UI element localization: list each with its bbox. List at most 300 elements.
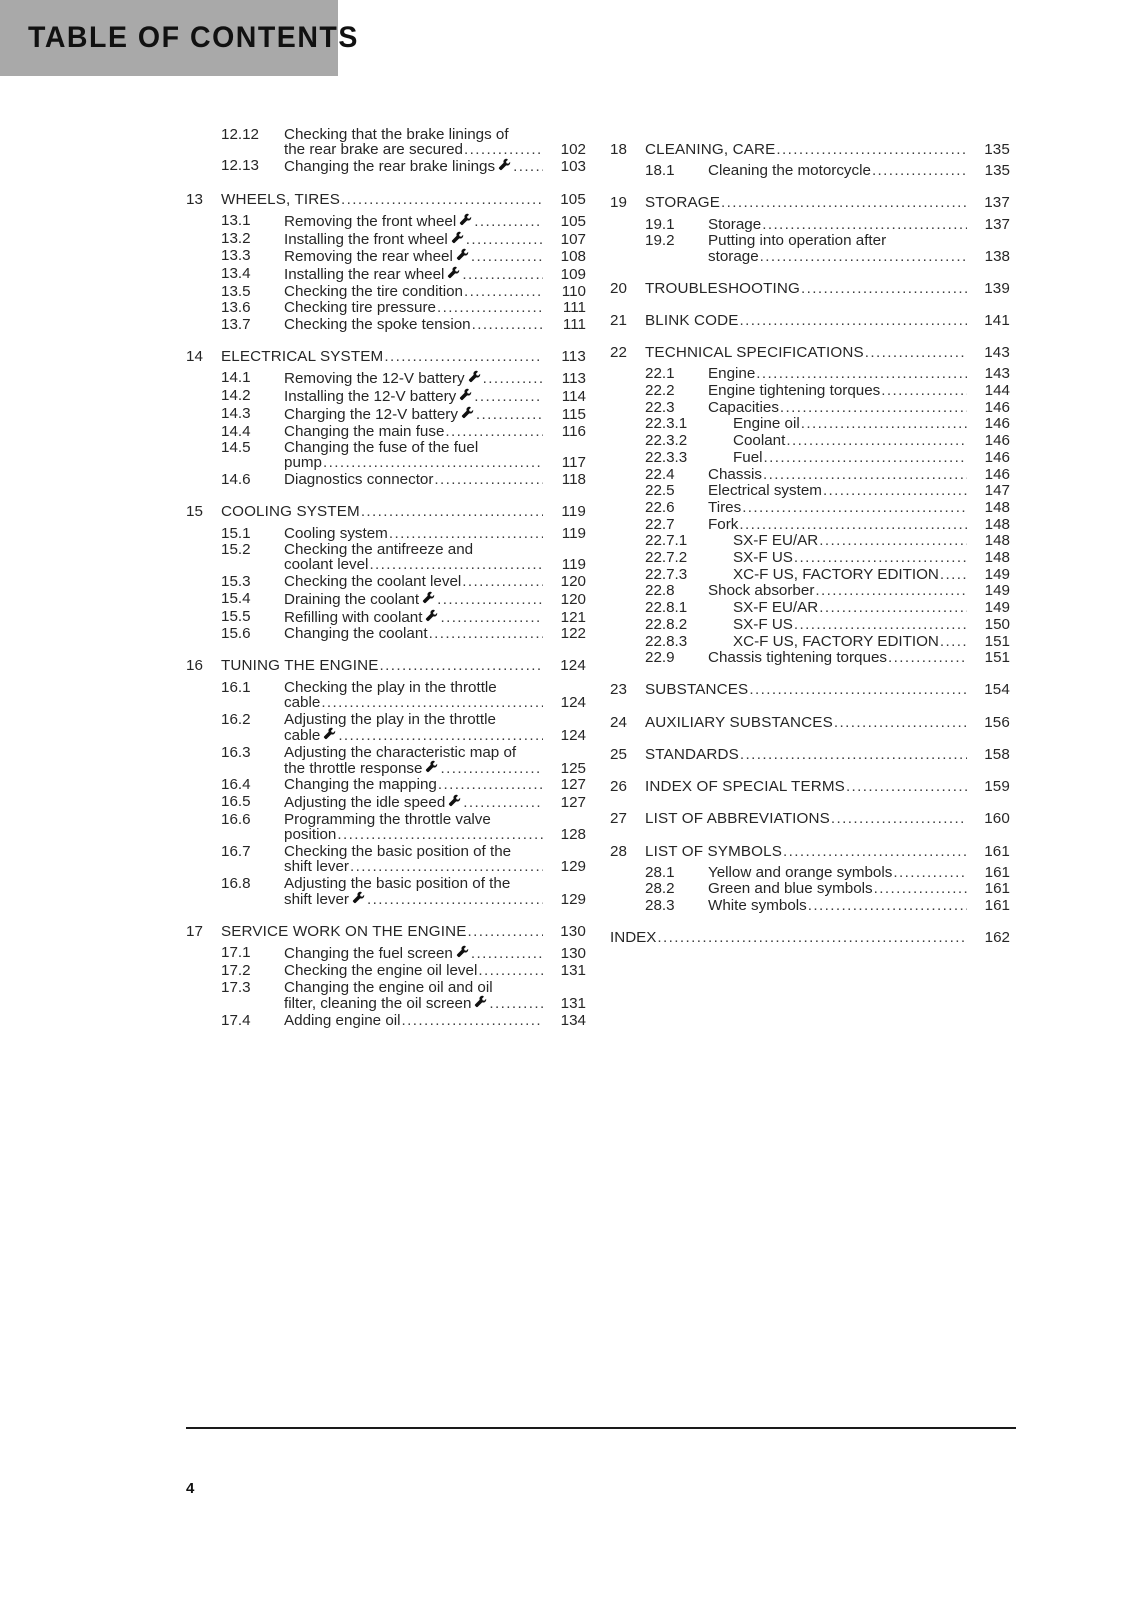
toc-entry-number: 16.5 <box>221 793 251 811</box>
toc-entry-body <box>221 658 586 673</box>
toc-entry-title-text: shift lever <box>284 890 349 908</box>
toc-entry-title-line <box>708 233 1010 248</box>
toc-entry[interactable] <box>610 142 1010 157</box>
toc-entry-title-text: LIST OF ABBREVIATIONS <box>645 810 830 828</box>
toc-entry[interactable] <box>186 440 586 470</box>
toc-leader-dots <box>764 450 967 465</box>
toc-entry[interactable] <box>186 712 586 743</box>
toc-entry-title-text: Engine oil <box>733 415 800 433</box>
toc-entry-number: 22.3.3 <box>645 448 688 466</box>
toc-entry-number: 22.5 <box>645 482 675 500</box>
toc-entry-body <box>708 881 1010 896</box>
toc-entry-title-line <box>284 695 586 710</box>
toc-entry-title-block <box>284 876 586 907</box>
toc-entry-title-text: Electrical system <box>708 482 822 500</box>
toc-entry-title-line <box>284 963 586 978</box>
toc-entry-title-block <box>284 284 586 299</box>
toc-entry-title-line <box>284 472 586 487</box>
toc-entry-number: 22.9 <box>645 649 675 667</box>
toc-entry-title-text: shift lever <box>284 857 349 875</box>
toc-entry-title-block <box>708 366 1010 381</box>
toc-entry-title-text: Programming the throttle valve <box>284 810 491 828</box>
toc-entry-title-block <box>708 500 1010 515</box>
toc-leader-dots <box>440 761 543 776</box>
toc-entry-title-block <box>733 567 1010 582</box>
toc-entry-title-text: the rear brake are secured <box>284 140 463 158</box>
toc-entry[interactable] <box>186 248 586 264</box>
toc-entry-title-block <box>708 865 1010 880</box>
toc-page-number: 149 <box>984 565 1010 583</box>
wrench-icon <box>447 266 460 279</box>
toc-entry-number: 18.1 <box>645 162 675 180</box>
toc-entry-title-block <box>221 349 586 364</box>
toc-entry-body <box>645 779 1010 794</box>
toc-entry[interactable] <box>186 980 586 1011</box>
toc-entry[interactable] <box>610 600 1010 615</box>
toc-entry[interactable] <box>610 865 1010 880</box>
toc-entry-title-line <box>284 1013 586 1028</box>
toc-entry-number: 17.2 <box>221 961 251 979</box>
toc-entry-title-line <box>733 533 1010 548</box>
toc-entry-title-block <box>733 433 1010 448</box>
toc-entry-title-text: Cleaning the motorcycle <box>708 162 871 180</box>
toc-leader-dots <box>478 963 543 978</box>
toc-entry-body <box>708 217 1010 232</box>
toc-entry[interactable] <box>186 213 586 229</box>
toc-entry-title-line <box>284 891 586 907</box>
toc-page-number: 135 <box>984 162 1010 180</box>
toc-entry-title-text: Checking the basic position of the <box>284 842 512 860</box>
toc-entry-title-text: Fork <box>708 515 739 533</box>
toc-entry-body <box>733 416 1010 431</box>
toc-page-number: 109 <box>560 265 586 283</box>
toc-page-number: 118 <box>561 471 586 489</box>
toc-entry-number: 22.3.2 <box>645 432 688 450</box>
toc-page-number: 131 <box>560 994 586 1012</box>
toc-entry-title-block <box>284 440 586 470</box>
toc-entry[interactable] <box>186 591 586 607</box>
toc-entry-title-text: Checking the tire condition <box>284 282 463 300</box>
toc-entry-title-line <box>284 680 586 695</box>
toc-leader-dots <box>819 533 967 548</box>
toc-entry-title-text: Putting into operation after <box>708 232 887 250</box>
toc-entry[interactable] <box>610 500 1010 515</box>
toc-leader-dots <box>361 504 543 519</box>
toc-entry-number: 19 <box>610 194 627 212</box>
toc-leader-dots <box>762 217 967 232</box>
toc-entry[interactable] <box>610 898 1010 913</box>
toc-entry-title-block <box>284 1013 586 1028</box>
toc-entry-number: 16.6 <box>221 810 251 828</box>
toc-entry[interactable] <box>610 811 1010 826</box>
toc-entry-title-block <box>284 794 586 810</box>
toc-entry-title-line <box>284 284 586 299</box>
toc-entry-title-block <box>645 142 1010 157</box>
toc-entry-title-line <box>284 712 586 727</box>
toc-entry[interactable] <box>186 626 586 641</box>
toc-entry[interactable] <box>610 583 1010 598</box>
toc-entry-body <box>284 574 586 589</box>
toc-entry-number: 28.1 <box>645 863 675 881</box>
toc-entry-number: 28.2 <box>645 880 675 898</box>
toc-entry-title-block <box>708 163 1010 178</box>
toc-entry-number: 22.8.3 <box>645 632 688 650</box>
toc-entry-title-text: SX-F US <box>733 615 793 633</box>
toc-leader-dots <box>350 859 543 874</box>
toc-entry[interactable] <box>610 650 1010 665</box>
toc-leader-dots <box>831 811 967 826</box>
toc-entry-title-line <box>284 455 586 470</box>
toc-entry-title-text: Changing the fuse of the fuel <box>284 439 479 457</box>
toc-entry-body <box>733 617 1010 632</box>
toc-entry-body <box>284 945 586 961</box>
toc-entry-number: 22 <box>610 344 627 362</box>
toc-leader-dots <box>893 865 967 880</box>
toc-leader-dots <box>780 400 967 415</box>
toc-leader-dots <box>440 610 543 625</box>
toc-entry-body <box>284 472 586 487</box>
toc-entry-title-text: Diagnostics connector <box>284 471 434 489</box>
toc-page-number: 124 <box>560 693 586 711</box>
toc-entry-body <box>733 634 1010 649</box>
toc-leader-dots <box>940 634 967 649</box>
toc-entry-number: 16.7 <box>221 842 251 860</box>
toc-entry-title-block <box>284 248 586 264</box>
toc-entry-title-line <box>733 450 1010 465</box>
toc-entry-title-line <box>733 567 1010 582</box>
toc-entry-number: 14.1 <box>221 369 251 387</box>
toc-entry[interactable] <box>610 217 1010 232</box>
toc-entry[interactable] <box>186 370 586 386</box>
toc-entry-title-block <box>284 317 586 332</box>
toc-page-number: 107 <box>560 230 586 248</box>
toc-entry-number: 15.2 <box>221 541 251 559</box>
toc-entry-title-text: STORAGE <box>645 194 721 212</box>
toc-entry[interactable] <box>610 345 1010 360</box>
toc-leader-dots <box>341 192 543 207</box>
toc-entry[interactable] <box>186 388 586 404</box>
toc-entry-number: 22.3 <box>645 398 675 416</box>
toc-entry[interactable] <box>186 876 586 907</box>
toc-entry-title-block <box>284 626 586 641</box>
toc-leader-dots <box>402 1013 543 1028</box>
toc-entry-body <box>284 158 586 174</box>
toc-entry[interactable] <box>186 542 586 572</box>
toc-entry-title-line <box>284 844 586 859</box>
toc-entry-title-line <box>284 995 586 1011</box>
toc-page-number: 125 <box>560 759 586 777</box>
toc-entry[interactable] <box>610 366 1010 381</box>
toc-entry[interactable] <box>186 680 586 710</box>
toc-entry[interactable] <box>610 233 1010 263</box>
toc-entry-number: 15 <box>186 503 203 521</box>
toc-entry-title-line <box>610 930 1010 945</box>
toc-page-number: 149 <box>984 582 1010 600</box>
toc-entry-title-text: Adjusting the play in the throttle <box>284 710 496 728</box>
toc-entry[interactable] <box>186 844 586 874</box>
toc-entry-title-line <box>221 192 586 207</box>
toc-entry[interactable] <box>186 574 586 589</box>
toc-entry-title-line <box>284 794 586 810</box>
toc-entry-title-line <box>284 526 586 541</box>
toc-entry-body <box>645 281 1010 296</box>
toc-entry-body <box>645 844 1010 859</box>
toc-entry[interactable] <box>610 195 1010 210</box>
toc-entry-number: 14.6 <box>221 471 251 489</box>
toc-leader-dots <box>437 592 543 607</box>
toc-entry-number: 13.1 <box>221 211 251 229</box>
toc-leader-dots <box>794 550 967 565</box>
toc-entry-number: 17.3 <box>221 978 251 996</box>
toc-entry[interactable] <box>186 504 586 519</box>
toc-entry[interactable] <box>186 812 586 842</box>
toc-entry[interactable] <box>186 406 586 422</box>
toc-entry-title-block <box>645 281 1010 296</box>
toc-entry-title-text: Chassis tightening torques <box>708 649 887 667</box>
toc-entry-title-line <box>733 550 1010 565</box>
toc-entry-title-block <box>284 526 586 541</box>
toc-entry[interactable] <box>186 472 586 487</box>
toc-entry-title-text: AUXILIARY SUBSTANCES <box>645 713 833 731</box>
toc-entry-body <box>708 583 1010 598</box>
toc-entry[interactable] <box>186 158 586 174</box>
toc-entry-body <box>733 567 1010 582</box>
toc-entry[interactable] <box>186 945 586 961</box>
toc-page-number: 159 <box>984 778 1010 796</box>
toc-entry-title-line <box>221 349 586 364</box>
toc-entry-body <box>645 811 1010 826</box>
toc-entry-number: 18 <box>610 141 627 158</box>
toc-entry[interactable] <box>610 930 1010 945</box>
toc-entry[interactable] <box>610 779 1010 794</box>
toc-entry[interactable] <box>610 844 1010 859</box>
toc-entry-title-line <box>284 158 586 174</box>
toc-entry-title-text: Removing the rear wheel <box>284 248 453 266</box>
toc-entry[interactable] <box>610 163 1010 178</box>
toc-entry-number: 28.3 <box>645 897 675 915</box>
toc-page-number: 115 <box>561 405 586 423</box>
toc-entry-title-text: Draining the coolant <box>284 590 420 608</box>
toc-entry-title-block <box>708 233 1010 263</box>
toc-entry-title-block <box>284 231 586 247</box>
toc-entry-number: 14 <box>186 348 203 366</box>
toc-entry-title-text: cable <box>284 726 321 744</box>
toc-entry[interactable] <box>610 715 1010 730</box>
toc-entry[interactable] <box>186 1013 586 1028</box>
toc-entry-body <box>645 195 1010 210</box>
toc-entry-number: 17.4 <box>221 1011 251 1029</box>
toc-entry-body <box>284 127 586 157</box>
toc-entry-number: 25 <box>610 745 627 763</box>
toc-entry-title-text: TROUBLESHOOTING <box>645 279 800 297</box>
toc-entry[interactable] <box>610 450 1010 465</box>
toc-entry-number: 14.2 <box>221 387 251 405</box>
toc-entry[interactable] <box>186 745 586 776</box>
toc-leader-dots <box>323 455 543 470</box>
toc-entry-title-block <box>645 747 1010 762</box>
toc-entry-title-text: Engine <box>708 365 756 383</box>
toc-entry-title-text: Chassis <box>708 465 763 483</box>
toc-entry-title-block <box>221 192 586 207</box>
toc-leader-dots <box>445 424 543 439</box>
toc-page-number: 151 <box>984 649 1010 667</box>
toc-entry-title-line <box>221 504 586 519</box>
toc-entry-title-text: Changing the rear brake linings <box>284 158 496 176</box>
toc-entry-body <box>284 680 586 710</box>
toc-entry[interactable] <box>186 609 586 625</box>
toc-entry-title-block <box>708 650 1010 665</box>
wrench-icon <box>425 609 438 622</box>
toc-entry-number: 15.3 <box>221 573 251 591</box>
toc-entry-body <box>708 500 1010 515</box>
toc-page-number: 116 <box>561 422 586 440</box>
toc-leader-dots <box>815 583 967 598</box>
toc-leader-dots <box>760 249 967 264</box>
toc-entry-title-block <box>645 313 1010 328</box>
toc-entry-number: 24 <box>610 713 627 731</box>
toc-entry[interactable] <box>610 517 1010 532</box>
toc-page-number: 119 <box>561 524 586 542</box>
toc-entry[interactable] <box>186 127 586 157</box>
toc-entry-number: 22.8.1 <box>645 599 688 617</box>
toc-entry[interactable] <box>610 550 1010 565</box>
toc-entry[interactable] <box>610 483 1010 498</box>
toc-entry-title-line <box>645 281 1010 296</box>
toc-entry-title-text: Fuel <box>733 448 763 466</box>
toc-entry[interactable] <box>186 658 586 673</box>
toc-entry[interactable] <box>186 777 586 792</box>
toc-entry[interactable] <box>186 963 586 978</box>
toc-entry-title-line <box>284 609 586 625</box>
toc-entry-title-line <box>708 383 1010 398</box>
wrench-icon <box>474 995 487 1008</box>
toc-entry[interactable] <box>610 433 1010 448</box>
toc-entry[interactable] <box>610 416 1010 431</box>
toc-page-number: 146 <box>984 465 1010 483</box>
toc-entry-body <box>284 844 586 874</box>
toc-entry-body <box>221 192 586 207</box>
toc-entry[interactable] <box>186 794 586 810</box>
toc-entry-title-text: TUNING THE ENGINE <box>221 657 379 675</box>
toc-entry[interactable] <box>610 313 1010 328</box>
toc-entry-body <box>284 745 586 776</box>
toc-entry-title-text: XC-F US, FACTORY EDITION <box>733 565 939 583</box>
toc-entry-title-block <box>645 345 1010 360</box>
toc-entry-body <box>708 366 1010 381</box>
toc-entry-number: 17.1 <box>221 944 251 962</box>
toc-entry[interactable] <box>610 682 1010 697</box>
toc-entry-title-block <box>708 898 1010 913</box>
toc-entry[interactable] <box>186 266 586 282</box>
toc-entry[interactable] <box>186 317 586 332</box>
toc-leader-dots <box>823 483 967 498</box>
toc-entry-body <box>733 450 1010 465</box>
toc-entry-title-block <box>284 127 586 157</box>
toc-leader-dots <box>513 159 543 174</box>
toc-entry[interactable] <box>186 300 586 315</box>
toc-leader-dots <box>476 407 543 422</box>
toc-entry-title-text: Checking the antifreeze and <box>284 541 474 559</box>
toc-entry[interactable] <box>186 526 586 541</box>
toc-entry[interactable] <box>186 924 586 939</box>
toc-column-right <box>610 125 1010 1028</box>
toc-leader-dots <box>808 898 967 913</box>
toc-entry[interactable] <box>610 383 1010 398</box>
toc-entry[interactable] <box>186 231 586 247</box>
toc-entry-title-text: Changing the main fuse <box>284 422 445 440</box>
toc-entry-body <box>284 609 586 625</box>
toc-entry-title-line <box>708 483 1010 498</box>
toc-page-number: 137 <box>984 194 1010 212</box>
toc-entry-number: 22.8.2 <box>645 615 688 633</box>
toc-entry-title-line <box>284 859 586 874</box>
toc-entry[interactable] <box>186 192 586 207</box>
toc-entry-body <box>284 1013 586 1028</box>
toc-page-number: 161 <box>984 880 1010 898</box>
toc-entry[interactable] <box>610 881 1010 896</box>
toc-page-number: 113 <box>561 370 586 388</box>
toc-leader-dots <box>794 617 967 632</box>
toc-entry-title-text: storage <box>708 247 759 265</box>
toc-entry-title-text: Changing the coolant <box>284 625 428 643</box>
toc-entry-title-text: filter, cleaning the oil screen <box>284 994 472 1012</box>
toc-entry[interactable] <box>610 467 1010 482</box>
toc-entry-number: 15.4 <box>221 589 251 607</box>
toc-leader-dots <box>801 281 967 296</box>
toc-page-number: 128 <box>560 826 586 844</box>
toc-entry[interactable] <box>610 400 1010 415</box>
toc-entry-number: 16.8 <box>221 874 251 892</box>
toc-entry-title-text: TECHNICAL SPECIFICATIONS <box>645 344 864 362</box>
toc-entry-title-text: Yellow and orange symbols <box>708 863 893 881</box>
toc-entry-body <box>284 231 586 247</box>
toc-entry[interactable] <box>610 281 1010 296</box>
toc-entry-title-block <box>221 658 586 673</box>
toc-entry[interactable] <box>610 617 1010 632</box>
toc-page-number: 102 <box>560 140 586 158</box>
toc-entry-title-text: INDEX OF SPECIAL TERMS <box>645 778 845 796</box>
toc-entry[interactable] <box>610 634 1010 649</box>
toc-entry-title-block <box>284 213 586 229</box>
toc-entry-title-text: the throttle response <box>284 759 423 777</box>
toc-entry[interactable] <box>610 747 1010 762</box>
toc-page-number: 146 <box>984 398 1010 416</box>
toc-entry-body <box>284 980 586 1011</box>
toc-entry[interactable] <box>186 349 586 364</box>
toc-entry-number: 22.7.2 <box>645 549 688 567</box>
toc-entry-title-line <box>284 760 586 776</box>
toc-leader-dots <box>756 366 967 381</box>
toc-entry-title-block <box>733 450 1010 465</box>
toc-entry-title-line <box>284 557 586 572</box>
toc-page-number: 135 <box>984 141 1010 158</box>
toc-entry[interactable] <box>610 567 1010 582</box>
toc-leader-dots <box>338 728 543 743</box>
toc-page-number: 146 <box>984 432 1010 450</box>
toc-entry-number: 13.4 <box>221 264 251 282</box>
toc-entry-title-text: SX-F EU/AR <box>733 599 819 617</box>
toc-entry-number: 13.5 <box>221 282 251 300</box>
toc-entry[interactable] <box>186 424 586 439</box>
toc-entry[interactable] <box>186 284 586 299</box>
toc-entry[interactable] <box>610 533 1010 548</box>
toc-entry-title-text: Adjusting the characteristic map of <box>284 743 517 761</box>
toc-page-number: 111 <box>562 316 586 334</box>
toc-entry-title-line <box>645 345 1010 360</box>
toc-entry-title-text: Checking the engine oil level <box>284 961 478 979</box>
toc-entry-title-line <box>733 433 1010 448</box>
toc-entry-body <box>221 349 586 364</box>
